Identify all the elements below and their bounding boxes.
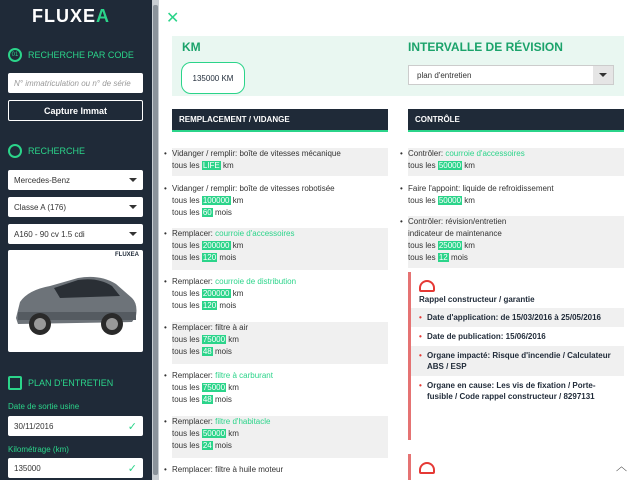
link-accessory-belt-control[interactable]: courroie d'accessoires [445,149,525,158]
logo: FLUXEA [32,6,111,26]
list-item: • Contrôler: révision/entretien indicateur de maintenance tous les 25000 km tous les 12 mois [408,216,624,268]
link-timing-belt[interactable]: courroie de distribution [215,277,297,286]
registration-input[interactable] [8,73,143,93]
recall-row: • Date de publication: 15/06/2016 [411,327,624,346]
list-item: • Faire l'appoint: liquide de refroidissement tous les 50000 km [400,184,554,205]
check-icon: ✓ [127,420,137,433]
recall-row: • Organe impacté: Risque d'incendie / Calculateur ABS / ESP [411,346,624,376]
brand-select[interactable]: Mercedes-Benz [8,170,143,190]
search-header: RECHERCHE [8,144,85,158]
link-cabin-filter[interactable]: filtre d'habitacle [215,417,271,426]
list-item: • Vidanger / remplir: boîte de vitesses mécanique tous les LIFE km [172,148,388,176]
mileage-label: Kilométrage (km) [8,445,69,454]
sidebar [0,0,152,480]
recall-warning-icon [419,462,435,474]
recall-card [408,454,624,480]
control-header: CONTRÔLE [408,109,624,130]
caret-down-icon [129,178,137,182]
model-select[interactable]: Classe A (176) [8,197,143,217]
recall-title: Rappel constructeur / garantie [419,295,535,304]
list-item: • Remplacer: filtre à air tous les 75000 km tous les 48 mois [172,322,388,364]
step-badge-icon: 01 [8,48,22,62]
link-fuel-filter[interactable]: filtre à carburant [215,371,273,380]
engine-select[interactable]: A160 - 90 cv 1.5 cdi [8,224,143,244]
caret-down-icon [129,232,137,236]
mileage-field[interactable]: 135000 ✓ [8,458,143,478]
scroll-up-icon[interactable]: ︿ [616,461,627,473]
interval-select[interactable]: plan d'entretien [408,65,614,85]
release-date-field[interactable]: 30/11/2016 ✓ [8,416,143,436]
plan-header: PLAN D'ENTRETIEN [8,376,113,390]
list-item: • Remplacer: courroie d'accessoires tous les 200000 km tous les 120 mois [172,228,388,270]
link-accessory-belt[interactable]: courroie d'accessoires [215,229,295,238]
km-value: 135000 KM [181,62,245,94]
check-icon: ✓ [127,462,137,475]
code-search-header: 01 RECHERCHE PAR CODE [8,48,134,62]
km-title: KM [182,40,201,54]
recall-row: • Organe en cause: Les vis de fixation / Porte-fusible / Code rappel constructeur / 8297131 [411,376,624,406]
recall-warning-icon [419,280,435,292]
list-item: • Vidanger / remplir: boîte de vitesses robotisée tous les 100000 km tous les 60 mois [164,184,335,217]
clipboard-icon [8,376,22,390]
summary-panel [172,36,624,96]
interval-title: INTERVALLE DE RÉVISION [408,40,563,54]
list-item: • Remplacer: courroie de distribution tous les 200000 km tous les 120 mois [164,277,297,310]
car-image: FLUXEA [8,250,143,352]
recall-row: • Date d'application: de 15/03/2016 à 25/05/2016 [411,308,624,327]
car-icon [8,250,143,352]
list-item: • Remplacer: filtre à huile moteur [164,465,284,474]
list-item: • Remplacer: filtre d'habitacle tous les 50000 km tous les 24 mois [172,416,388,458]
capture-plate-button[interactable]: Capture Immat [8,100,143,121]
sidebar-scroll-thumb[interactable] [153,5,158,475]
caret-down-icon [129,205,137,209]
list-item: • Remplacer: filtre à carburant tous les 75000 km tous les 48 mois [164,371,273,404]
replacement-header: REMPLACEMENT / VIDANGE [172,109,388,130]
release-date-label: Date de sortie usine [8,402,80,411]
search-icon [8,144,22,158]
recall-card [408,272,624,440]
list-item: • Contrôler: courroie d'accessoires tous les 50000 km [408,148,624,176]
caret-down-icon [599,73,607,77]
close-icon[interactable]: ✕ [166,10,180,27]
